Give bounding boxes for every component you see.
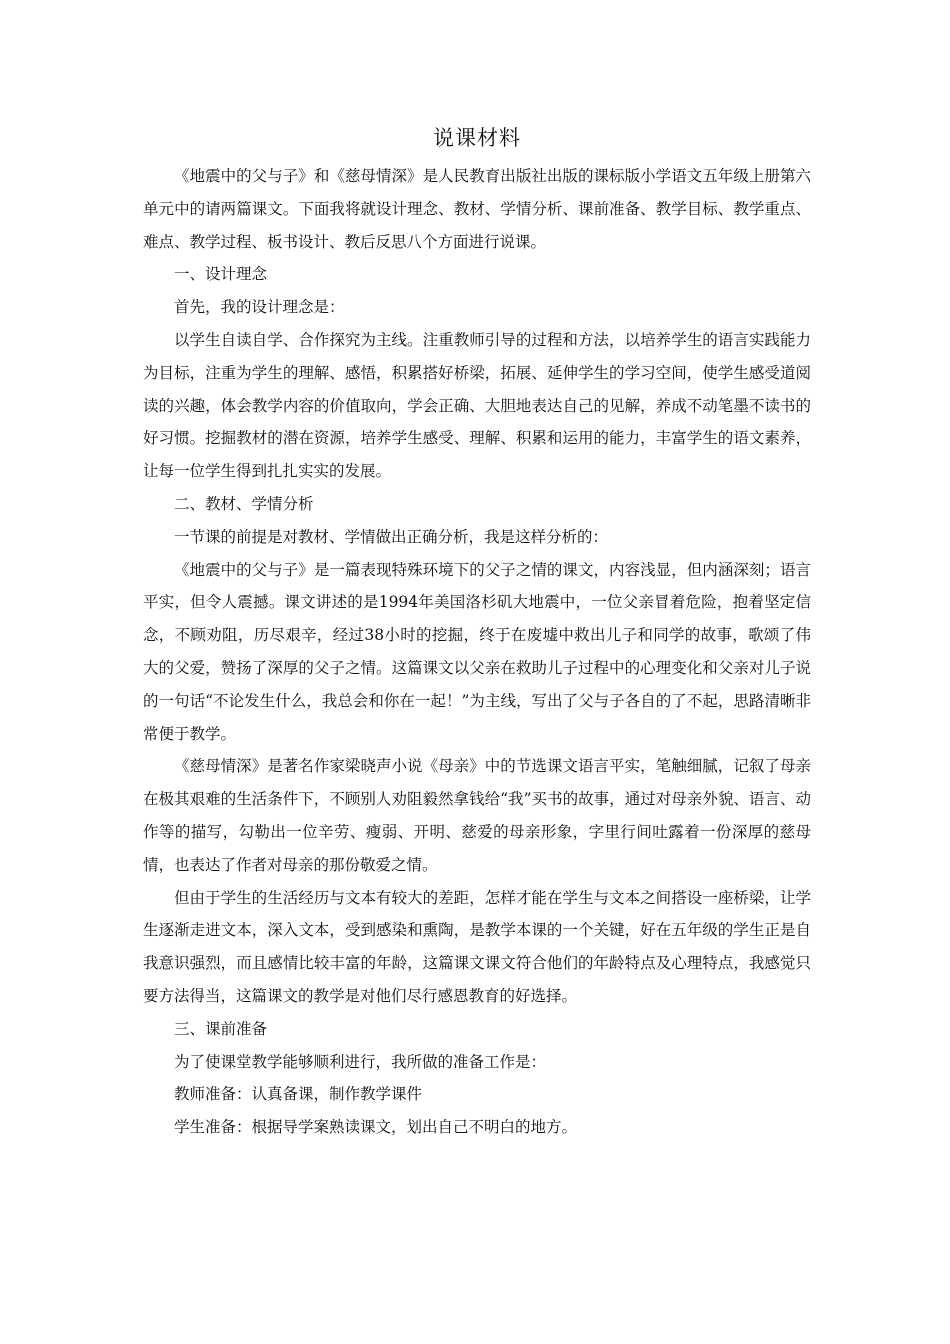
document-page — [143, 118, 811, 1144]
document-title: 说课材料 — [433, 126, 521, 150]
teacher-preparation: 教师准备：认真备课，制作教学课件 — [174, 1085, 423, 1104]
design-concept-lead: 首先，我的设计理念是： — [174, 298, 345, 317]
analysis-lead: 一节课的前提是对教材、学情做出正确分析，我是这样分析的： — [174, 527, 609, 546]
mother-text-paragraph: 《慈母情深》是著名作家梁晓声小说《母亲》中的节选课文语言平实，笔触细腻，记叙了母亲在极其艰难的生活条件下，不顾别人劝阻毅然拿钱给“我”买书的故事，通过对母亲外貌、语言、动作等的描写，勾勒出一位辛劳、瘦弱、开明、慈爱的母亲形象，字里行间吐露着一份深厚的慈母情，也表达了作者对母亲的那份敬爱之情。 — [143, 757, 811, 874]
earthquake-text-paragraph: 《地震中的父与子》是一篇表现特殊环境下的父子之情的课文，内容浅显，但内涵深刻；语言平实，但令人震撼。课文讲述的是1994年美国洛杉矶大地震中，一位父亲冒着危险，抱着坚定信念，不顾劝阻，历尽艰辛，经过38小时的挖掘，终于在废墟中救出儿子和同学的故事，歌颂了伟大的父爱，赞扬了深厚的父子之情。这篇课文以父亲在救助儿子过程中的心理变化和父亲对儿子说的一句话“不论发生什么，我总会和你在一起！”为主线，写出了父与子各自的了不起，思路清晰非常便于教学。 — [143, 560, 811, 743]
design-concept-paragraph: 以学生自读自学、合作探究为主线。注重教师引导的过程和方法，以培养学生的语言实践能力为目标，注重为学生的理解、感悟，积累搭好桥梁，拓展、延伸学生的学习空间，使学生感受道阅读的兴趣，体会教学内容的价值取向，学会正确、大胆地表达自己的见解，养成不动笔墨不读书的好习惯。挖掘教材的潜在资源，培养学生感受、理解、积累和运用的能力，丰富学生的语文素养，让每一位学生得到扎扎实实的发展。 — [143, 330, 811, 481]
section-heading-design-concept: 一、设计理念 — [174, 265, 268, 284]
section-heading-material-analysis: 二、教材、学情分析 — [174, 494, 314, 513]
intro-paragraph: 《地震中的父与子》和《慈母情深》是人民教育出版社出版的课标版小学语文五年级上册第六单元中的请两篇课文。下面我将就设计理念、教材、学情分析、课前准备、教学目标、教学重点、难点、教学过程、板书设计、教后反思八个方面进行说课。 — [143, 167, 811, 251]
preparation-lead: 为了使课堂教学能够顺利进行，我所做的准备工作是： — [174, 1052, 547, 1071]
student-preparation: 学生准备：根据导学案熟读课文，划出自己不明白的地方。 — [174, 1118, 578, 1137]
student-analysis-paragraph: 但由于学生的生活经历与文本有较大的差距，怎样才能在学生与文本之间搭设一座桥梁，让学生逐渐走进文本，深入文本，受到感染和熏陶，是教学本课的一个关键，好在五年级的学生正是自我意识强烈，而且感情比较丰富的年龄，这篇课文课文符合他们的年龄特点及心理特点，我感觉只要方法得当，这篇课文的教学是对他们尽行感恩教育的好选择。 — [143, 888, 811, 1005]
section-heading-preparation: 三、课前准备 — [174, 1019, 268, 1038]
